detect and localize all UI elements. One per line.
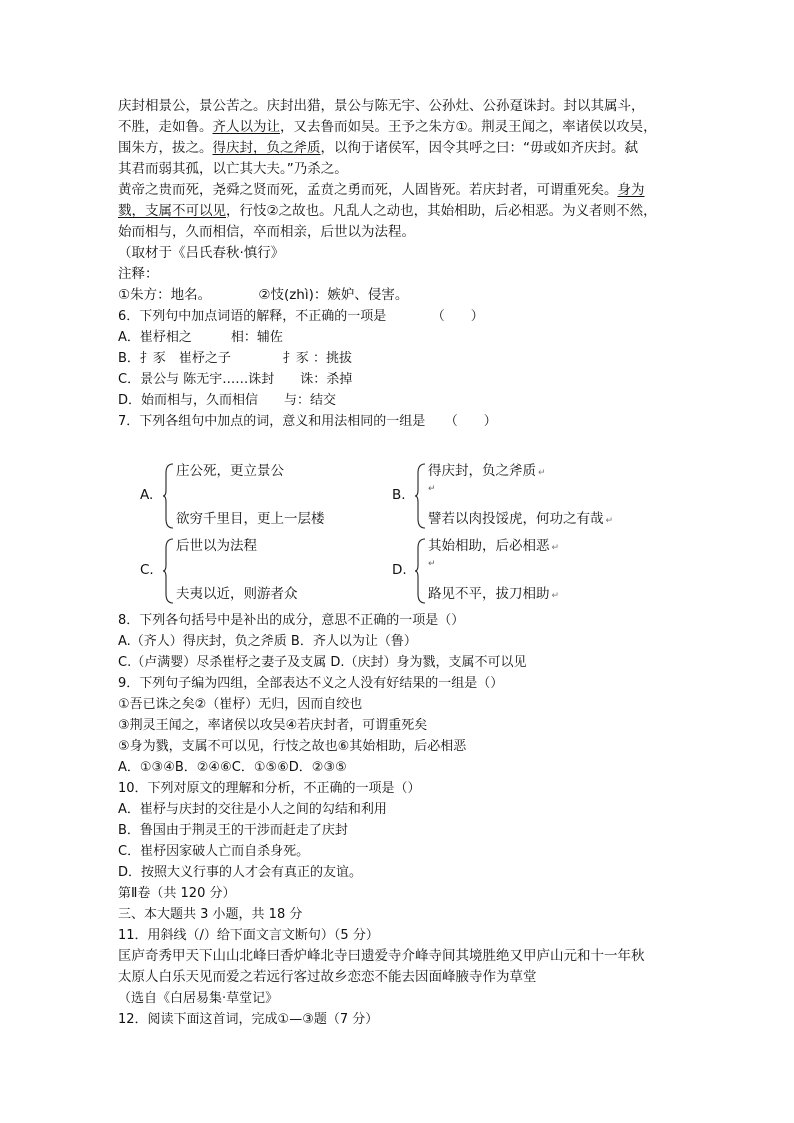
exam-page (118, 96, 678, 1030)
option-first-sentence: 庄公死，更立景公 (176, 463, 284, 479)
passage-line (118, 222, 678, 243)
q10-stem: 10．下列对原文的理解和分析，不正确的一项是（） (118, 781, 421, 796)
q11-stem: 11．用斜线（/）给下面文言文断句）（5 分） (118, 928, 379, 943)
q7-option-d (392, 538, 642, 608)
q10-option-d: D．按照大义行事的人才会有真正的友谊。 (118, 865, 363, 880)
passage-line (118, 96, 678, 117)
part-two (118, 883, 678, 925)
question-10 (118, 778, 678, 883)
q6-option-b: B．扌豕 崔杼之子 扌豕 ：挑拔 (118, 351, 353, 366)
passage-text: 其君而弱其孤，以亡其大夫。”乃杀之。 (118, 161, 348, 177)
underlined-phrase: 得庆封，负之斧质 (212, 140, 321, 156)
option-second-sentence: 路见不平，拔刀相助 ↵ (428, 586, 560, 602)
q12-stem: 12．阅读下面这首词，完成①—③题（7 分） (118, 1012, 379, 1027)
q11-text-line: 匡庐奇秀甲天下山山北峰曰香炉峰北寺曰遗爱寺介峰寺间其境胜绝又甲庐山元和十一年秋 (118, 948, 645, 964)
q6-stem: 6．下列句中加点词语的解释，不正确的一项是 （ ） (118, 309, 484, 324)
q10-option-a: A．崔杼与庆封的交往是小人之间的勾结和利用 (118, 802, 387, 817)
passage (118, 96, 678, 306)
option-first-sentence: 得庆封，负之斧质 ↵ (428, 463, 546, 479)
q6-option-d: D．始而相与，久而相信 与：结交 (118, 393, 337, 408)
q7-option-b (392, 463, 642, 533)
q8-stem: 8．下列各句括号中是补出的成分，意思不正确的一项是（） (118, 613, 465, 628)
option-first-sentence: 其始相助，后必相恶 ↵ (428, 538, 560, 554)
q11-text-line: 太原人白乐天见而爱之若远行客过故乡恋恋不能去因面峰腋寺作为草堂 (118, 969, 537, 985)
passage-text: 围朱方，拔之。 (118, 140, 213, 156)
return-mark: ↵ (428, 484, 436, 494)
passage-line (118, 159, 678, 180)
brace-icon (162, 463, 174, 529)
underlined-phrase: 齐人以为让 (212, 119, 280, 135)
passage-line (118, 117, 678, 138)
return-mark: ↵ (428, 559, 436, 569)
q8-options-line: C.（卢满婴）尽杀崔杼之妻子及支属 D.（庆封）身为戮，支属不可以见 (118, 655, 527, 670)
brace-icon (414, 463, 426, 529)
q11-source: （选自《白居易集·草堂记》 (118, 991, 279, 1006)
q9-line: ①吾已诛之矣②（崔杼）无归，因而自绞也 (118, 697, 363, 712)
passage-text: 始而相与，久而相信，卒而相亲，后世以为法程。 (118, 224, 415, 240)
q7-option-a (140, 463, 390, 533)
option-first-sentence: 后世以为法程 (176, 538, 257, 554)
passage-source: （取材于《吕氏春秋·慎行》 (118, 245, 285, 261)
underlined-phrase: 身为 (617, 182, 645, 198)
question-7 (118, 411, 678, 608)
option-letter: C. (140, 562, 154, 578)
passage-text: 不胜，走如鲁。 (118, 119, 213, 135)
q7-stem: 7．下列各组句中加点的词，意义和用法相同的一组是 （ ） (118, 414, 497, 429)
question-8 (118, 610, 678, 673)
q10-option-b: B．鲁国由于荆灵王的干涉而赶走了庆封 (118, 823, 348, 838)
section-heading: 三、本大题共 3 小题，共 18 分 (118, 907, 303, 922)
part-two-title: 第Ⅱ卷（共 120 分） (118, 886, 236, 901)
option-letter: B. (392, 487, 406, 503)
passage-line (118, 180, 678, 201)
q7-option-c (140, 538, 390, 608)
q6-option-a: A．崔杼相之 相：辅佐 (118, 330, 283, 345)
option-second-sentence: 譬若以肉投馁虎，何功之有哉 ↵ (428, 511, 614, 527)
option-letter: D. (392, 562, 407, 578)
q7-options (118, 433, 678, 608)
option-second-sentence: 欲穷千里目，更上一层楼 (176, 511, 325, 527)
question-9 (118, 673, 678, 778)
notes: ①朱方：地名。 ②忮(zhì)：嫉妒、侵害。 (118, 287, 409, 303)
brace-icon (414, 538, 426, 604)
q10-option-c: C．崔杼因家破人亡而自杀身死。 (118, 844, 310, 859)
q9-line: ③荆灵王闻之，率诸侯以攻吴④若庆封者，可谓重死矣 (118, 718, 428, 733)
underlined-phrase: 戮，支属不可以见 (118, 203, 226, 219)
question-12 (118, 1009, 678, 1030)
passage-text: 黄帝之贵而死，尧舜之贤而死，孟贲之勇而死，人固皆死。若庆封者，可谓重死矣。 (118, 182, 618, 198)
q8-options-line: A.（齐人）得庆封，负之斧质 B．齐人以为让（鲁） (118, 634, 417, 649)
question-11 (118, 925, 678, 1009)
passage-text: ，行忮②之故也。凡乱人之动也，其始相助，后必相恶。为义者则不然， (226, 203, 657, 219)
q9-line: ⑤身为戮，支属不可以见，行忮之故也⑥其始相助，后必相恶 (118, 739, 467, 754)
passage-line (118, 138, 678, 159)
option-second-sentence: 夫夷以近，则游者众 (176, 586, 298, 602)
question-6 (118, 306, 678, 411)
notes-label: 注释： (118, 266, 159, 282)
q9-choices: A．①③④B．②④⑥C．①⑤⑥D．②③⑤ (118, 760, 347, 775)
q9-stem: 9．下列句子编为四组，全部表达不义之人没有好结果的一组是（） (118, 676, 504, 691)
passage-line (118, 201, 678, 222)
passage-text: ，以徇于诸侯军，因令其呼之曰：“毋或如齐庆封。弑 (320, 140, 638, 156)
passage-text: ，又去鲁而如吴。王予之朱方①。荆灵王闻之，率诸侯以攻吴， (280, 119, 657, 135)
option-letter: A. (140, 487, 154, 503)
brace-icon (162, 538, 174, 604)
q6-option-c: C．景公与 陈无宇……诛封 诛：杀掉 (118, 372, 353, 387)
passage-text: 庆封相景公，景公苦之。庆封出猎，景公与陈无宇、公孙灶、公孙趸诛封。封以其属斗， (118, 98, 645, 114)
